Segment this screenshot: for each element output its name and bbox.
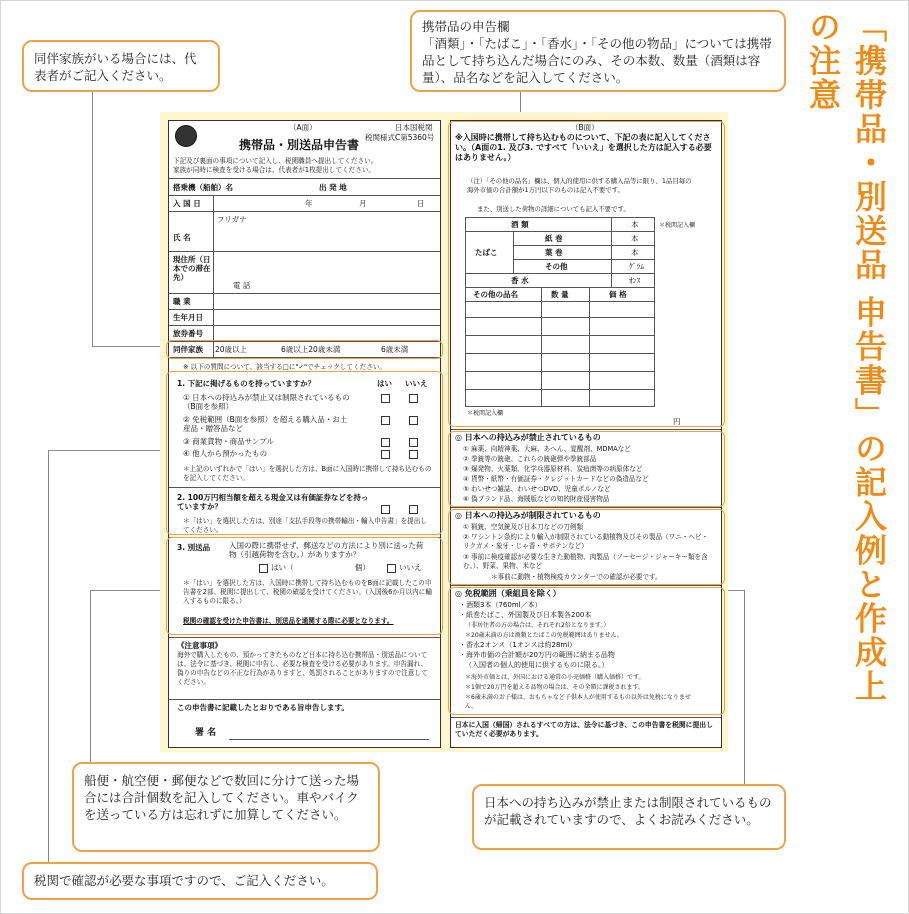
duty-free-item-7: （入国者の個人的使用に供するものに限る。） xyxy=(465,661,609,669)
highlight-restricted xyxy=(448,509,725,585)
q1-item-2: ② 免税範囲（B面を参照）を超える購入品・お土産品・贈答品など xyxy=(183,415,348,433)
form-side-a xyxy=(168,120,441,748)
side-b-heading: ※入国時に携帯して持ち込むものについて、下記の表に記入してください。（A面の1. 及び3. ですべて「いいえ」を選択した方は記入する必要はありません。） xyxy=(455,133,712,162)
duty-free-item-1: ・酒類3本（760ml／本） xyxy=(459,601,542,609)
form-side-b xyxy=(450,120,722,748)
restricted-note: ＊事前に動物・植物検疫カウンターでの確認が必要です。 xyxy=(491,573,662,581)
label-month: 月 xyxy=(359,199,367,208)
callout-declaration xyxy=(410,10,786,92)
q1-note: ＊上記のいずれかで「はい」を選択した方は、B面に入国時に携帯して持ち込むものを記入してください。 xyxy=(183,465,432,482)
highlight-declaration-table xyxy=(448,121,725,427)
label-yes: はい xyxy=(377,379,392,388)
label-year: 年 xyxy=(305,199,313,208)
duty-free-item-10: ＊6歳未満のお子様は、おもちゃなど子供本人が使用するもの以外は免税になりません。 xyxy=(465,694,691,710)
label-entry-date: 入 国 日 xyxy=(173,199,201,208)
prohibited-item-1: ① 麻薬、向精神薬、大麻、あへん、覚醒剤、MDMAなど xyxy=(463,445,631,453)
col-quantity: 数 量 xyxy=(551,290,569,299)
unit-gram: ｸﾞﾗﾑ xyxy=(629,262,644,271)
prohibited-item-3: ③ 爆発物、火薬類、化学兵器原材料、炭疽菌等の病原体など xyxy=(463,465,643,473)
label-phone: 電 話 xyxy=(233,281,251,290)
check-note: ※ 以下の質問について、該当する□に"✓"でチェックしてください。 xyxy=(183,363,387,371)
highlight-questions xyxy=(166,371,443,535)
label-over20: 20歳以上 xyxy=(215,345,248,354)
duty-free-item-6: ・海外市価の合計額が20万円の範囲に納まる品物 xyxy=(459,651,615,659)
notice-title: 《注意事項》 xyxy=(177,641,222,650)
prohibited-item-4: ④ 貨幣・紙幣・有価証券・クレジットカードなどの偽造品など xyxy=(463,475,649,483)
q2-note: ＊「はい」を選択した方は、別途「支払手段等の携帯輸出・輸入申告書」を提出してください。 xyxy=(183,517,427,534)
label-name: 氏 名 xyxy=(173,233,191,242)
question-2: 2. 100万円相当額を超える現金又は有価証券などを持っていますか？ xyxy=(177,493,369,511)
customs-logo xyxy=(175,125,197,147)
connector-line xyxy=(48,450,162,451)
yen-label: 円 xyxy=(673,417,681,426)
callout-shipping: 船便・航空便・郵便などで数回に分けて送った場合には合計個数を記入してください。車やバイクを送っている方は忘れずに加算してください。 xyxy=(72,762,380,852)
connector-line xyxy=(90,590,91,762)
col-other-items: その他の品名 xyxy=(473,290,518,299)
customs-field: ＊税関記入欄 xyxy=(467,410,504,417)
prohibited-item-5: ⑤ わいせつ雑誌、わいせつDVD、児童ポルノなど xyxy=(463,485,611,493)
question-1: 1. 下記に掲げるものを持っていますか？ xyxy=(177,379,316,388)
row-other-tobacco: その他 xyxy=(545,262,568,271)
q1-item-1: ① 日本への持込みが禁止又は制限されているもの（B面を参照） xyxy=(183,393,350,411)
q3-note: ＊「はい」を選択した方は、入国時に携帯して持ち込むものをB面に記載したこの申告書を2部、税関に提出して、税関の確認を受けてください。（入国後6か月以内に輸入するものに限る。） xyxy=(183,579,432,605)
label-age6to20: 6歳以上20歳未満 xyxy=(281,345,341,354)
connector-line xyxy=(744,590,745,784)
unit-stick-2: 本 xyxy=(631,248,639,257)
side-b-note-1: （注）「その他の品名」欄は、個人的使用に供する購入品等に限り、1品目毎の海外市価の合計額が1万円以下のものは記入不要です。 xyxy=(467,177,692,194)
side-b-note-2: また、別送した荷物の詳細についても記入不要です。 xyxy=(477,205,630,213)
connector-line xyxy=(92,92,93,346)
callout-declaration-body: 「酒類」・「たばこ」・「香水」・「その他の物品」については携帯品として持ち込んだ場合にのみ、その本数、数量（酒類は容量）、品名などを記入してください。 xyxy=(422,36,772,85)
restricted-item-1: ① 猟銃、空気銃及び日本刀などの刀剣類 xyxy=(463,523,584,531)
label-address: 現住所（日本での滞在先） xyxy=(173,255,211,282)
form-number: 税関様式C第5360号 xyxy=(365,133,435,142)
duty-free-item-8: ＊海外市価とは、外国における通常の小売価格（購入価格）です。 xyxy=(465,674,645,681)
label-furigana: フリガナ xyxy=(217,215,247,224)
highlight-family-row xyxy=(166,340,443,359)
highlight-prohibited xyxy=(448,431,725,507)
row-perfume: 香 水 xyxy=(511,276,529,285)
label-departure: 出 発 地 xyxy=(319,183,347,192)
highlight-duty-free xyxy=(448,587,725,715)
duty-free-title: ◎ 免税範囲（乗組員を除く） xyxy=(455,589,561,598)
duty-free-item-3: （非居住者の方の場合は、それぞれ2倍となります。） xyxy=(465,622,610,629)
row-tobacco: たばこ xyxy=(475,248,498,257)
q3-note-2: 税関の確認を受けた申告書は、別送品を通関する際に必要となります。 xyxy=(183,617,394,625)
label-family: 同伴家族 xyxy=(173,345,203,354)
notice-body: 海外で購入したもの、預かってきたものなど日本に持ち込む携帯品・別送品については、法令に基づき、税関に申告し、必要な検査を受ける必要があります。申告漏れ、偽りの申告などの不正な行為がありますと、処罰されることがありますので注意してください。 xyxy=(177,651,428,686)
callout-declaration-title: 携帯品の申告欄 xyxy=(422,19,510,34)
question-3: 3. 別送品 xyxy=(177,543,211,552)
signature-label: 署 名 xyxy=(195,728,217,738)
instruction-1: 下記及び裏面の事項について記入し、税関職員へ提出してください。 xyxy=(173,157,378,165)
connector-line xyxy=(90,590,162,591)
unit-oz: ｵﾝｽ xyxy=(629,276,641,285)
col-price: 価 格 xyxy=(609,290,627,299)
q3-text: 入国の際に携帯せず、郵送などの方法により別に送った荷物（引越荷物を含む。）がありますか？ xyxy=(229,541,424,559)
q3-count: 個） xyxy=(355,563,370,572)
label-no: いいえ xyxy=(405,379,428,388)
prohibited-title: ◎ 日本への持込みが禁止されているもの xyxy=(455,433,601,442)
sign-statement: この申告書に記載したとおりである旨申告します。 xyxy=(177,703,349,712)
side-b-label: （B面） xyxy=(571,123,599,132)
row-cigarette: 紙 巻 xyxy=(545,234,563,243)
restricted-item-3: ③ 事前に検疫確認が必要な生きた動植物、肉製品（ソーセージ・ジャーキー類を含む。）、野菜、果物、米など xyxy=(463,553,708,570)
label-day: 日 xyxy=(417,199,425,208)
q1-item-4: ④ 他人から預かったもの xyxy=(183,449,268,458)
callout-customs: 税関で確認が必要な事項ですので、ご記入ください。 xyxy=(22,862,378,900)
prohibited-item-6: ⑥ 偽ブランド品、海賊版などの知的財産侵害物品 xyxy=(463,495,610,503)
instruction-2: 家族が同時に検査を受ける場合は、代表者が1枚提出してください。 xyxy=(173,166,376,174)
page-title: 「携帯品・別送品 申告書」の記入例と作成上の注意 xyxy=(804,10,888,704)
row-alcohol: 酒 類 xyxy=(511,220,529,229)
restricted-title: ◎ 日本への持込みが制限されているもの xyxy=(455,511,601,520)
connector-line xyxy=(48,450,49,862)
connector-line xyxy=(728,590,744,591)
side-a-label: （A面） xyxy=(289,123,317,132)
issuer: 日本国税関 xyxy=(395,123,433,132)
label-flight: 搭乗機（船舶）名 xyxy=(173,183,233,192)
duty-free-item-2: ・紙巻たばこ、外国製及び日本製各200本 xyxy=(459,611,592,619)
label-occupation: 職 業 xyxy=(173,297,191,306)
declaration-form-image xyxy=(160,112,728,752)
label-passport: 旅券番号 xyxy=(173,329,203,338)
label-under6: 6歳未満 xyxy=(381,345,409,354)
form-title: 携帯品・別送品申告書 xyxy=(239,138,360,152)
duty-free-item-5: ・香水2オンス（1オンスは約28ml） xyxy=(459,641,577,649)
customs-note: ＊税関記入欄 xyxy=(659,222,696,229)
label-birth: 生年月日 xyxy=(173,313,203,322)
duty-free-item-9: ＊1個で20万円を超える品物の場合は、その全額に課税されます。 xyxy=(465,684,644,691)
row-cigar: 葉 巻 xyxy=(545,248,563,257)
callout-family: 同伴家族がいる場合には、代表者がご記入ください。 xyxy=(22,40,220,92)
q1-item-3: ③ 商業貨物・商品サンプル xyxy=(183,437,274,446)
side-b-footer: 日本に入国（帰国）されるすべての方は、法令に基づき、この申告書を税関に提出していただく必要があります。 xyxy=(455,721,713,738)
q3-no: いいえ xyxy=(399,563,422,572)
unit-bottle: 本 xyxy=(631,220,639,229)
highlight-separate-shipment xyxy=(166,537,443,635)
q3-yes: はい（ xyxy=(271,563,294,572)
prohibited-item-2: ② 拳銃等の銃砲、これらの銃砲弾や拳銃部品 xyxy=(463,455,597,463)
restricted-item-2: ② ワシントン条約により輸入が制限されている動植物及びその製品（ワニ・ヘビ・リクガメ・象牙・じゃ香・サボテンなど） xyxy=(463,533,709,550)
duty-free-item-4: ＊20歳未満の方は酒類とたばこの免税範囲はありません。 xyxy=(465,632,623,639)
unit-stick-1: 本 xyxy=(631,234,639,243)
callout-prohibited: 日本への持ち込みが禁止または制限されているものが記載されていますので、よくお読みください。 xyxy=(472,784,786,850)
